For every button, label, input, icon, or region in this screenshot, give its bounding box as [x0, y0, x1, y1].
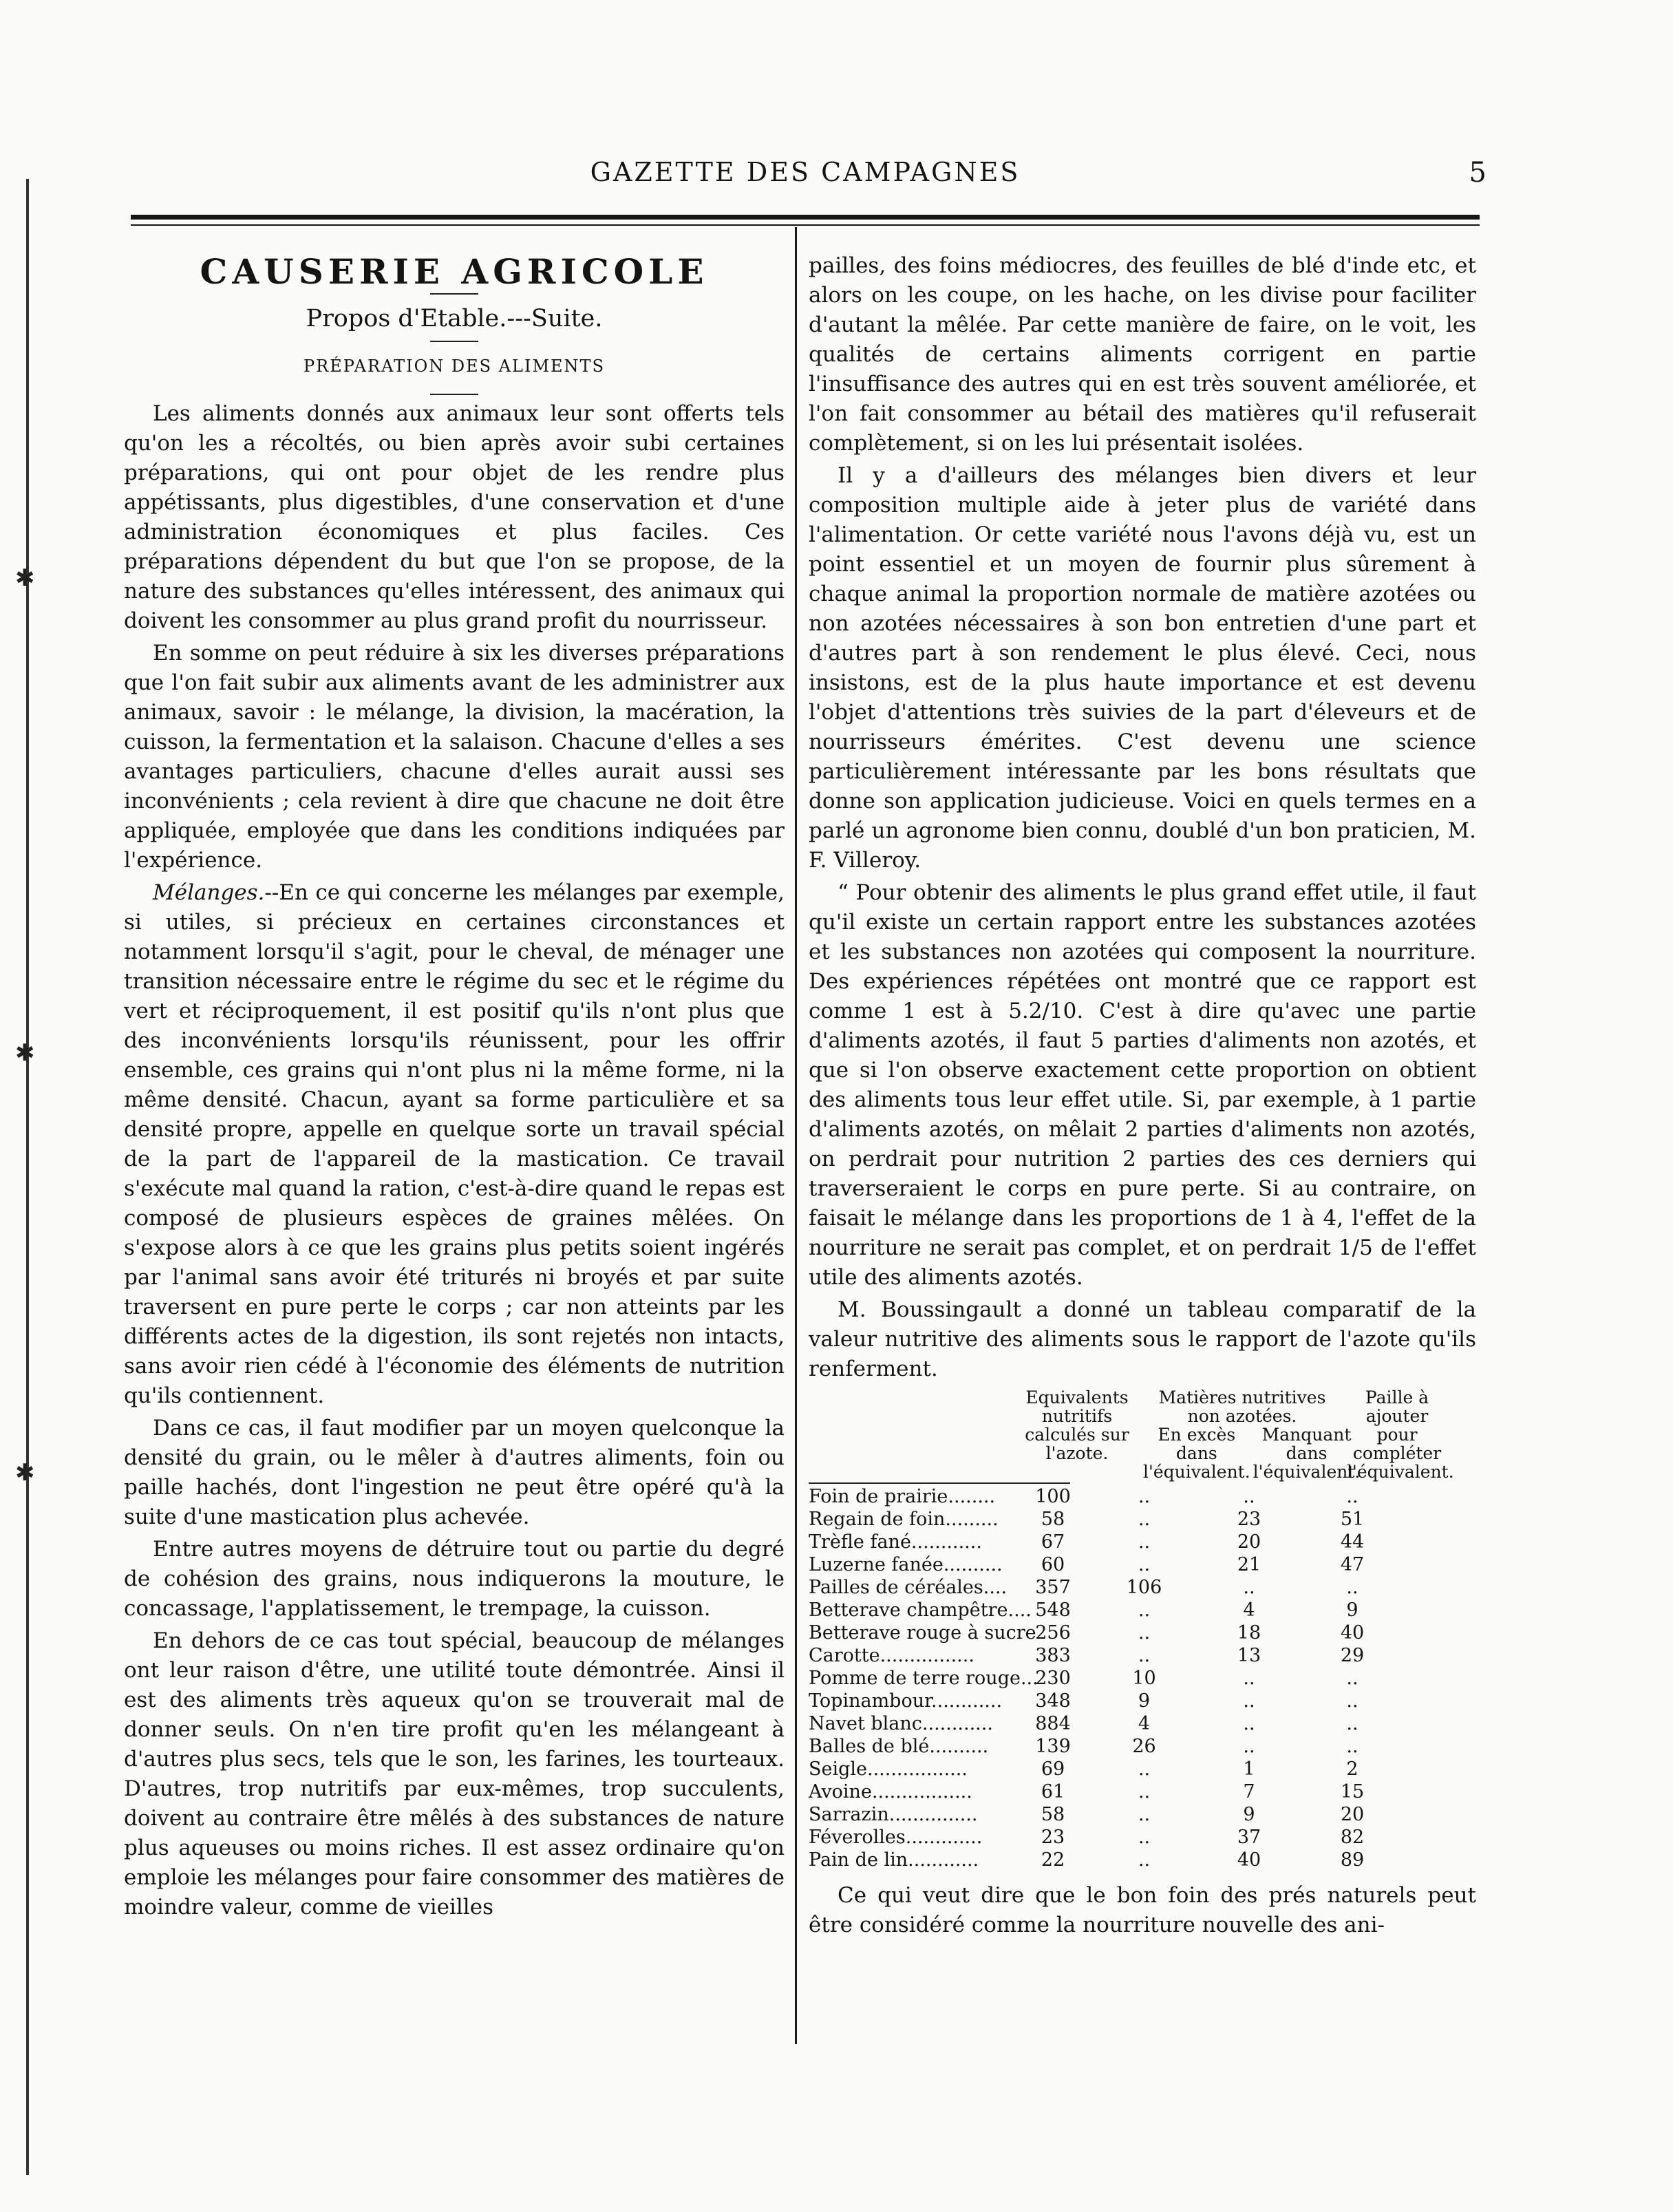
paille-value: 29: [1340, 1645, 1365, 1666]
exces-value: ..: [1138, 1554, 1151, 1575]
running-head: GAZETTE DES CAMPAGNES: [590, 157, 1021, 187]
manquant-value: 1: [1243, 1758, 1255, 1780]
margin-ornament: ✱: [15, 564, 35, 592]
paille-value: 2: [1346, 1758, 1358, 1780]
table-row: [809, 1576, 1476, 1599]
paille-value: 44: [1340, 1531, 1365, 1553]
manquant-value: ..: [1243, 1577, 1255, 1598]
exces-value: ..: [1138, 1599, 1151, 1621]
exces-value: ..: [1138, 1486, 1151, 1507]
equivalent-value: 61: [1041, 1781, 1065, 1802]
manquant-value: ..: [1243, 1690, 1255, 1712]
header-subcolumns: [1140, 1425, 1361, 1482]
paille-value: 15: [1340, 1781, 1365, 1802]
paille-value: 9: [1346, 1599, 1358, 1621]
manquant-value: 20: [1237, 1531, 1261, 1553]
equivalent-value: 60: [1041, 1554, 1065, 1575]
equivalent-value: 548: [1035, 1599, 1071, 1621]
equivalent-value: 884: [1035, 1713, 1071, 1734]
table-body: [809, 1485, 1476, 1871]
paille-value: 47: [1340, 1554, 1365, 1575]
header-matieres: Matières nutritives non azotées.: [1158, 1387, 1326, 1426]
manquant-value: 37: [1237, 1827, 1261, 1848]
exces-value: ..: [1138, 1531, 1151, 1553]
food-name: Regain de foin.........: [809, 1509, 999, 1530]
page-number: 5: [1469, 157, 1486, 189]
equivalent-value: 100: [1035, 1486, 1071, 1507]
header-matieres-group: [1139, 1387, 1361, 1482]
food-name: Betterave rouge à sucre: [809, 1622, 1036, 1644]
page-header: [124, 157, 1486, 205]
food-name: Navet blanc............: [809, 1713, 993, 1734]
section-heading: PRÉPARATION DES ALIMENTS: [303, 357, 606, 376]
exces-value: ..: [1138, 1758, 1151, 1780]
paragraph: Entre autres moyens de détruire tout ou partie du degré de cohésion des grains, nous indiquerons la mouture, le concassage, l'applatissement, le trempage, la cuisson.: [124, 1537, 785, 1621]
table-rule: [809, 1482, 1070, 1484]
food-name: Pain de lin............: [809, 1849, 979, 1871]
exces-value: 106: [1126, 1577, 1162, 1598]
table-row: [809, 1508, 1476, 1531]
table-row: [809, 1621, 1476, 1644]
table-row: [809, 1644, 1476, 1667]
table-row: [809, 1849, 1476, 1871]
food-name: Carotte................: [809, 1645, 974, 1666]
food-name: Pomme de terre rouge...: [809, 1668, 1038, 1689]
exces-value: ..: [1138, 1827, 1151, 1848]
divider: [430, 293, 478, 295]
paille-value: 82: [1340, 1827, 1365, 1848]
paragraph: “ Pour obtenir des aliments le plus grand effet utile, il faut qu'il existe un certain rapport entre les substances azotées et les substances non azotées qui composent la nourriture. Des expériences répétées ont montré que ce rapport est comme 1 est à 5.2/10. C'est à dire qu'avec une partie d'aliments azotés, il faut 5 parties d'aliments non azotés, et que si l'on observe exactement cette proportion on obtient des aliments tous leur effet utile. Si, par exemple, à 1 partie d'aliments azotés, on mêlait 2 parties d'aliments non azotés, on perdrait pour nutrition 2 parties des ces derniers qui traverseraient le corps en pure perte. Si au contraire, on faisait le mélange dans les proportions de 1 à 4, l'effet de la nourriture ne serait pas complet, et on perdrait 1/5 de l'effet utile des aliments azotés.: [809, 880, 1476, 1290]
divider: [430, 341, 478, 342]
manquant-value: 23: [1237, 1509, 1261, 1530]
food-name: Betterave champêtre....: [809, 1599, 1032, 1621]
exces-value: 26: [1132, 1736, 1156, 1757]
exces-value: ..: [1138, 1645, 1151, 1666]
equivalent-value: 23: [1041, 1827, 1065, 1848]
paille-value: 89: [1340, 1849, 1365, 1871]
food-name: Foin de prairie........: [809, 1486, 996, 1507]
equivalent-value: 256: [1035, 1622, 1071, 1644]
paragraph: Il y a d'ailleurs des mélanges bien divers et leur composition multiple aide à jeter plus de variété dans l'alimentation. Or cette variété nous l'avons déjà vu, est un point essentiel et un moyen de fournir plus sûrement à chaque animal la proportion normale de matière azotées ou non azotées nécessaires à son bon entretien d'une part et d'autres part à son rendement le plus élevé. Ceci, nous insistons, est de la plus haute importance et est devenu l'objet d'attentions très suivies de la part d'éleveurs et de nourrisseurs émérites. C'est devenu une science particulièrement intéressante par les bons résultats que donne son application judicieuse. Voici en quels termes en a parlé un agronome bien connu, doublé d'un bon praticien, M. F. Villeroy.: [809, 463, 1476, 873]
header-rule-thin: [131, 224, 1480, 226]
food-name: Avoine.................: [809, 1781, 972, 1802]
equivalent-value: 348: [1035, 1690, 1071, 1712]
manquant-value: 40: [1237, 1849, 1261, 1871]
table-row: [809, 1712, 1476, 1735]
paille-value: 40: [1340, 1622, 1365, 1644]
food-name: Topinambour............: [809, 1690, 1003, 1712]
equivalent-value: 383: [1035, 1645, 1071, 1666]
left-column: [124, 251, 785, 1925]
closing-paragraph: Ce qui veut dire que le bon foin des prés naturels peut être considéré comme la nourriture nouvelle des ani-: [809, 1883, 1476, 1937]
paragraph: Les aliments donnés aux animaux leur sont offerts tels qu'on les a récoltés, ou bien après avoir subi certaines préparations, qui ont pour objet de les rendre plus appétissants, plus digestibles, d'une conservation et d'une administration économiques et plus faciles. Ces préparations dépendent du but que l'on se propose, de la nature des substances qu'elles intéressent, des animaux qui doivent les consommer au plus grand profit du nourrisseur.: [124, 401, 785, 633]
food-name: Trèfle fané............: [809, 1531, 982, 1553]
exces-value: 4: [1138, 1713, 1151, 1734]
table-row: [809, 1690, 1476, 1712]
article-subtitle: Propos d'Etable.---Suite.: [306, 305, 603, 332]
food-name: Seigle.................: [809, 1758, 968, 1780]
manquant-value: ..: [1243, 1736, 1255, 1757]
exces-value: ..: [1138, 1849, 1151, 1871]
table-row: [809, 1531, 1476, 1553]
paille-value: 20: [1340, 1804, 1365, 1825]
melanges-label: Mélanges.: [153, 880, 265, 905]
header-exces: En excès dans l'équivalent.: [1143, 1425, 1250, 1482]
food-name: Balles de blé..........: [809, 1736, 989, 1757]
manquant-value: 13: [1237, 1645, 1261, 1666]
food-name: Luzerne fanée..........: [809, 1554, 1003, 1575]
article-title: CAUSERIE AGRICOLE: [200, 251, 709, 292]
header-manquant: Manquant dans l'équivalent.: [1253, 1425, 1361, 1482]
table-header-spacer: [809, 1388, 1015, 1481]
table-row: [809, 1667, 1476, 1690]
manquant-value: ..: [1243, 1713, 1255, 1734]
manquant-value: 9: [1243, 1804, 1255, 1825]
margin-ornament: ✱: [15, 1039, 35, 1067]
paille-value: 51: [1340, 1509, 1365, 1530]
paragraph-text: --En ce qui concerne les mélanges par exemple, si utiles, si précieux en certaines circonstances et notamment lorsqu'il s'agit, pour le cheval, de ménager une transition nécessaire entre le régime du sec et le régime du vert et réciproquement, il est positif qu'ils n'ont plus que des inconvénients lorsqu'ils réunissent, pour les offrir ensemble, ces grains qui n'ont plus ni la même forme, ni la même densité. Chacun, ayant sa forme particulière et sa densité propre, appelle en quelque sorte un travail spécial de la part de l'appareil de la mastication. Ce travail s'exécute mal quand la ration, c'est-à-dire quand le repas est composé de plusieurs espèces de graines mêlées. On s'expose alors à ce que les grains plus petits soient ingérés par l'animal sans avoir été triturés ni broyés et par suite traversent en pure perte le corps ; car non atteints par les différents actes de la digestion, ils sont rejetés non intacts, sans avoir rien cédé à l'économie des éléments de nutrition qu'ils contiennent.: [124, 880, 785, 1408]
exces-value: ..: [1138, 1804, 1151, 1825]
manquant-value: 18: [1237, 1622, 1261, 1644]
paille-value: ..: [1346, 1668, 1358, 1689]
manquant-value: 7: [1243, 1781, 1255, 1802]
table-row: [809, 1485, 1476, 1508]
equivalent-value: 357: [1035, 1577, 1071, 1598]
table-row: [809, 1826, 1476, 1849]
table-row: [809, 1599, 1476, 1621]
paille-value: ..: [1346, 1713, 1358, 1734]
header-rule: [131, 215, 1480, 220]
manquant-value: ..: [1243, 1486, 1255, 1507]
equivalent-value: 230: [1035, 1668, 1071, 1689]
equivalent-value: 67: [1041, 1531, 1065, 1553]
paragraph: pailles, des foins médiocres, des feuilles de blé d'inde etc, et alors on les coupe, on les hache, on les divise pour faciliter d'autant la mêlée. Par cette manière de faire, on le voit, les qualités de certains aliments corrigent en partie l'insuffisance des autres qui en est très souvent améliorée, et l'on fait consommer au bétail des matières qu'il refuserait complètement, si on les lui présentait isolées.: [809, 253, 1476, 456]
food-name: Féverolles.............: [809, 1827, 983, 1848]
exces-value: 10: [1132, 1668, 1156, 1689]
paragraph: [124, 878, 785, 1411]
paragraph: En somme on peut réduire à six les diverses préparations que l'on fait subir aux aliments avant de les administrer aux animaux, savoir : le mélange, la division, la macération, la cuisson, la fermentation et la salaison. Chacune d'elles a ses avantages particuliers, chacune d'elles aurait aussi ses inconvénients ; cela revient à dire que chacune ne doit être appliquée, employée que dans les conditions indiquées par l'expérience.: [124, 641, 785, 873]
column-divider: [795, 227, 797, 2044]
divider: [430, 394, 478, 395]
exces-value: ..: [1138, 1509, 1151, 1530]
exces-value: ..: [1138, 1781, 1151, 1802]
margin-ornament: ✱: [15, 1459, 35, 1487]
manquant-value: 21: [1237, 1554, 1261, 1575]
margin-binding-line: [26, 179, 29, 2175]
paragraph: M. Boussingault a donné un tableau comparatif de la valeur nutritive des aliments sous le rapport de l'azote qu'ils renferment.: [809, 1297, 1476, 1381]
manquant-value: ..: [1243, 1668, 1255, 1689]
equivalent-value: 69: [1041, 1758, 1065, 1780]
table-header: [809, 1388, 1476, 1481]
paille-value: ..: [1346, 1690, 1358, 1712]
table-row: [809, 1553, 1476, 1576]
equivalent-value: 58: [1041, 1509, 1065, 1530]
paille-value: ..: [1346, 1577, 1358, 1598]
exces-value: ..: [1138, 1622, 1151, 1644]
exces-value: 9: [1138, 1690, 1151, 1712]
right-column: [809, 251, 1476, 1943]
food-name: Sarrazin...............: [809, 1804, 978, 1825]
paille-value: ..: [1346, 1486, 1358, 1507]
equivalent-value: 139: [1035, 1736, 1071, 1757]
paille-value: ..: [1346, 1736, 1358, 1757]
table-row: [809, 1803, 1476, 1826]
table-row: [809, 1735, 1476, 1758]
paragraph: En dehors de ce cas tout spécial, beaucoup de mélanges ont leur raison d'être, une utilité toute démontrée. Ainsi il est des aliments très aqueux qu'on se trouverait mal de donner seuls. On n'en tire profit qu'en les mélangeant à d'autres plus secs, tels que le son, les farines, les tourteaux. D'autres, trop nutritifs par eux-mêmes, trop succulents, doivent au contraire être mêlés à des substances de nature plus aqueuses ou moins riches. Il est assez ordinaire qu'on emploie les mélanges pour faire consommer des matières de moindre valeur, comme de vieilles: [124, 1628, 785, 1919]
manquant-value: 4: [1243, 1599, 1255, 1621]
header-equivalents: Equivalents nutritifs calculés sur l'azote.: [1025, 1387, 1129, 1463]
equivalent-value: 58: [1041, 1804, 1065, 1825]
header-paille: Paille à ajouter pour compléter l'équivalent.: [1347, 1387, 1454, 1482]
table-row: [809, 1780, 1476, 1803]
equivalent-value: 22: [1041, 1849, 1065, 1871]
table-row: [809, 1758, 1476, 1780]
paragraph: Dans ce cas, il faut modifier par un moyen quelconque la densité du grain, ou le mêler à d'autres aliments, foin ou paille hachés, dont l'ingestion ne peut être opéré qu'à la suite d'une mastication plus achevée.: [124, 1416, 785, 1529]
food-name: Pailles de céréales....: [809, 1577, 1008, 1598]
